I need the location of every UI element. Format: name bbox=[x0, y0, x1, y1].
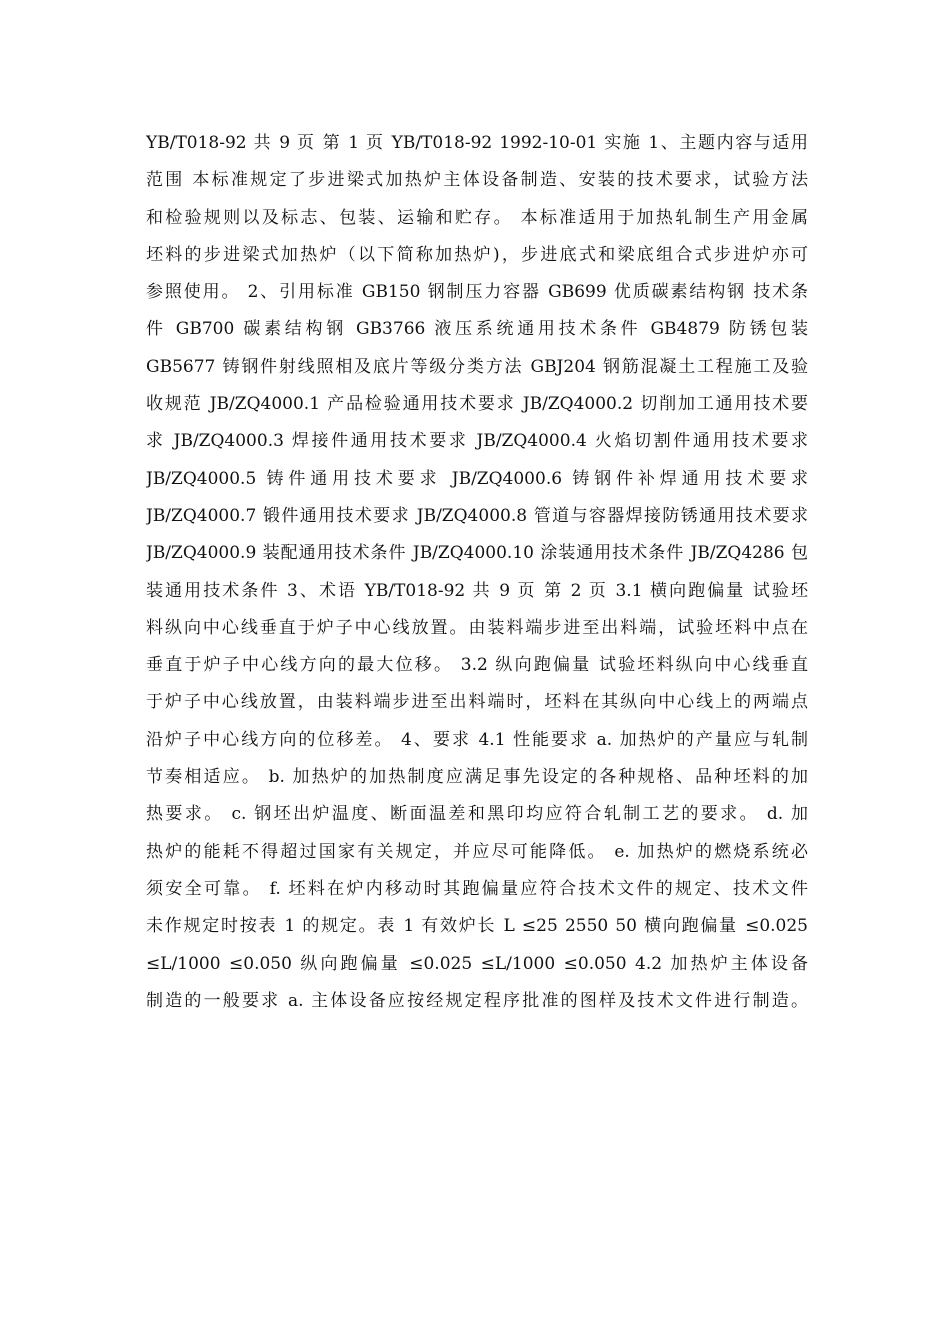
text-line: 和检验规则以及标志、包装、运输和贮存。 本标准适用于加热轧制生产用金属 bbox=[146, 207, 808, 228]
text-line: 参照使用。 2、引用标准 GB150 钢制压力容器 GB699 优质碳素结构钢 技术条 bbox=[146, 282, 808, 303]
text-line: JB/ZQ4000.5 铸件通用技术要求 JB/ZQ4000.6 铸钢件补焊通用技术要求 bbox=[146, 468, 808, 489]
text-line: 于炉子中心线放置，由装料端步进至出料端时，坯料在其纵向中心线上的两端点 bbox=[146, 692, 808, 713]
text-line: 件 GB700 碳素结构钢 GB3766 液压系统通用技术条件 GB4879 防锈包装 bbox=[146, 319, 808, 340]
text-line: 热要求。 c. 钢坯出炉温度、断面温差和黑印均应符合轧制工艺的要求。 d. 加 bbox=[146, 804, 808, 825]
text-line: 须安全可靠。 f. 坯料在炉内移动时其跑偏量应符合技术文件的规定、技术文件 bbox=[146, 878, 808, 899]
text-line: 热炉的能耗不得超过国家有关规定，并应尽可能降低。 e. 加热炉的燃烧系统必 bbox=[146, 841, 808, 862]
text-line: 未作规定时按表 1 的规定。表 1 有效炉长 L ≤25 2550 50 横向跑偏量 ≤0.025 bbox=[146, 916, 808, 937]
text-line: 垂直于炉子中心线方向的最大位移。 3.2 纵向跑偏量 试验坯料纵向中心线垂直 bbox=[146, 655, 808, 676]
text-line: YB/T018-92 共 9 页 第 1 页 YB/T018-92 1992-10-01 实施 1、主题内容与适用 bbox=[146, 133, 808, 153]
body-text bbox=[146, 125, 808, 1020]
text-line: GB5677 铸钢件射线照相及底片等级分类方法 GBJ204 钢筋混凝土工程施工及验 bbox=[146, 356, 808, 377]
text-line: 沿炉子中心线方向的位移差。 4、要求 4.1 性能要求 a. 加热炉的产量应与轧制 bbox=[146, 729, 808, 750]
text-line: 料纵向中心线垂直于炉子中心线放置。由装料端步进至出料端，试验坯料中点在 bbox=[146, 617, 808, 638]
text-line: JB/ZQ4000.9 装配通用技术条件 JB/ZQ4000.10 涂装通用技术条件 JB/ZQ4286 包 bbox=[146, 543, 808, 564]
text-line: 节奏相适应。 b. 加热炉的加热制度应满足事先设定的各种规格、品种坯料的加 bbox=[146, 767, 808, 788]
text-line: 范围 本标准规定了步进梁式加热炉主体设备制造、安装的技术要求，试验方法 bbox=[146, 170, 808, 191]
text-line: ≤L/1000 ≤0.050 纵向跑偏量 ≤0.025 ≤L/1000 ≤0.050 4.2 加热炉主体设备 bbox=[146, 953, 808, 974]
text-line: 装通用技术条件 3、术语 YB/T018-92 共 9 页 第 2 页 3.1 横向跑偏量 试验坯 bbox=[146, 580, 808, 601]
text-line: 制造的一般要求 a. 主体设备应按经规定程序批准的图样及技术文件进行制造。 bbox=[146, 990, 808, 1011]
text-line: 坯料的步进梁式加热炉（以下简称加热炉)，步进底式和梁底组合式步进炉亦可 bbox=[146, 244, 808, 265]
text-line: 收规范 JB/ZQ4000.1 产品检验通用技术要求 JB/ZQ4000.2 切削加工通用技术要 bbox=[146, 394, 808, 415]
text-line: JB/ZQ4000.7 锻件通用技术要求 JB/ZQ4000.8 管道与容器焊接防锈通用技术要求 bbox=[146, 505, 808, 526]
text-line: 求 JB/ZQ4000.3 焊接件通用技术要求 JB/ZQ4000.4 火焰切割件通用技术要求 bbox=[146, 431, 808, 452]
